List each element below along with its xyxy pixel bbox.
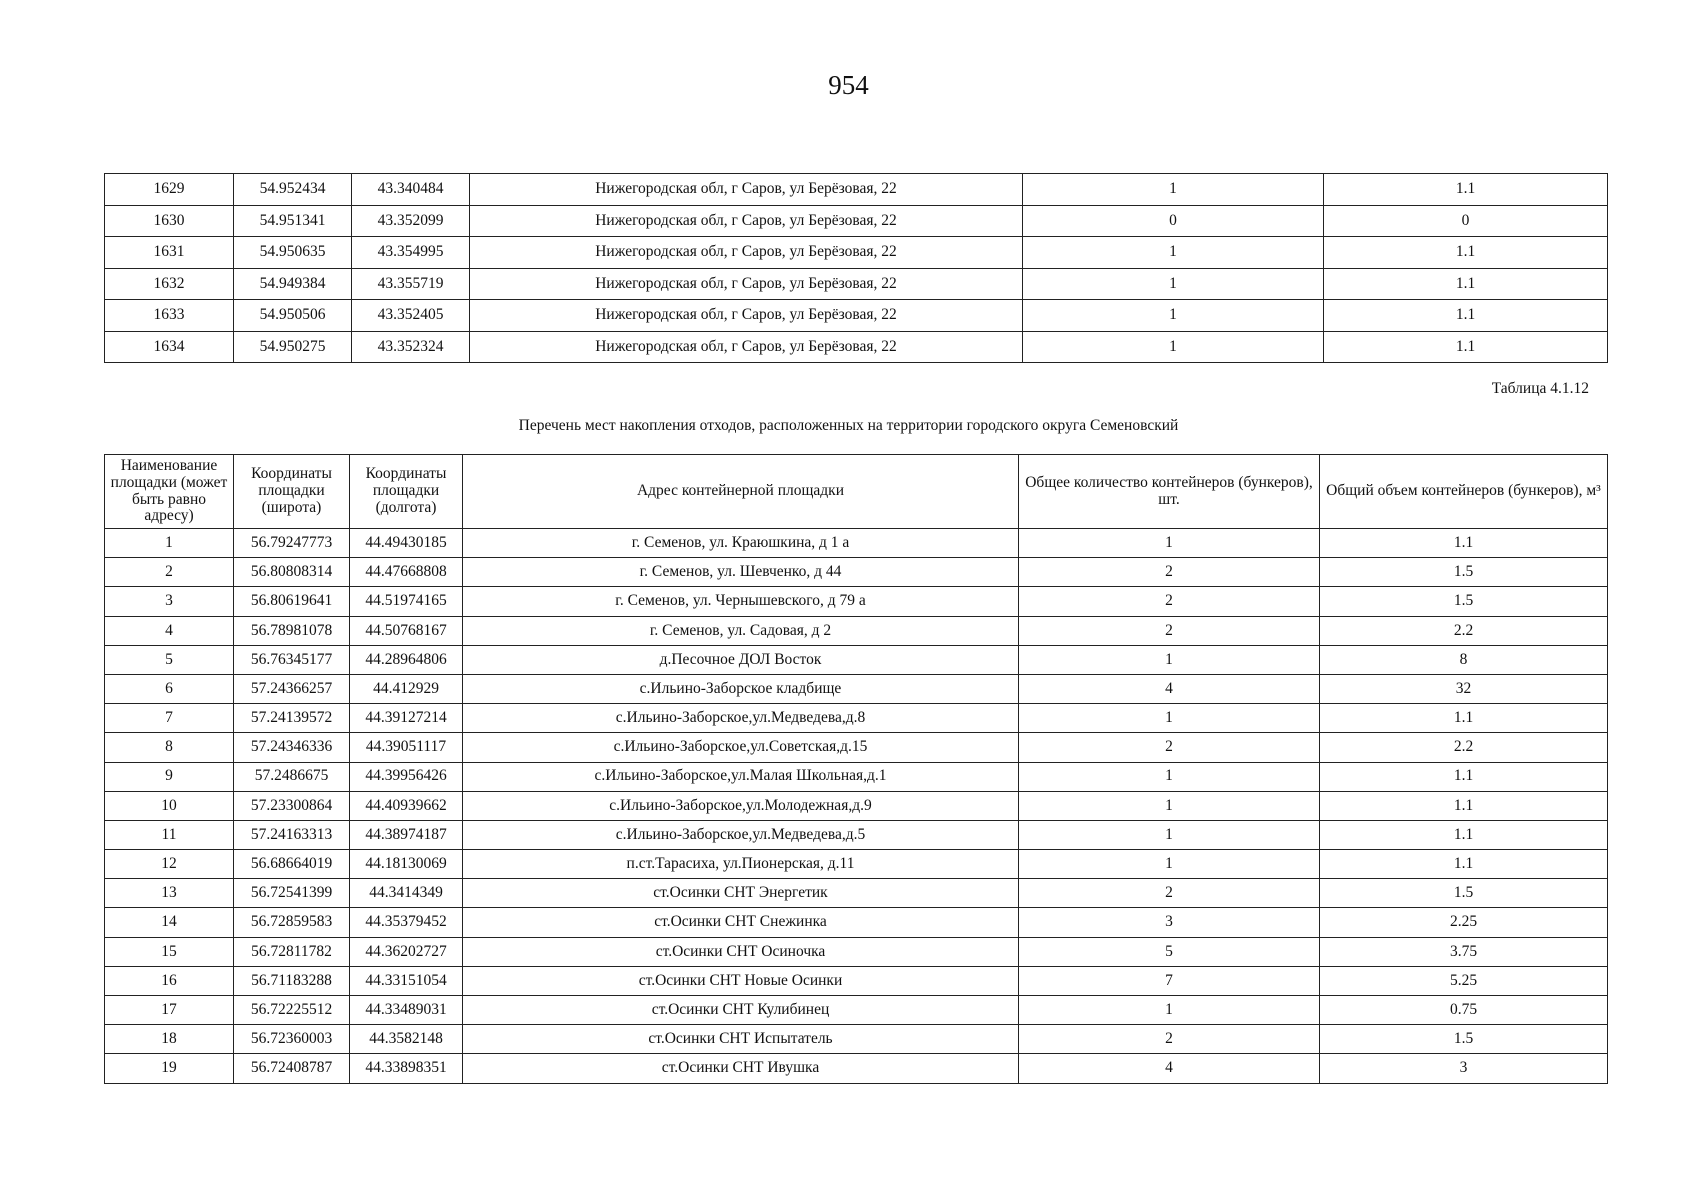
cell-count: 3	[1019, 908, 1320, 937]
header-container-volume: Общий объем контейнеров (бункеров), м³	[1320, 455, 1608, 529]
cell-longitude: 43.352324	[352, 331, 470, 363]
cell-latitude: 54.950506	[234, 300, 352, 332]
cell-latitude: 56.72541399	[234, 879, 350, 908]
cell-longitude: 44.38974187	[350, 820, 463, 849]
cell-latitude: 56.72225512	[234, 996, 350, 1025]
cell-volume: 1.1	[1320, 704, 1608, 733]
table-row	[105, 529, 1608, 558]
cell-volume: 0	[1324, 205, 1608, 237]
cell-id: 12	[105, 850, 234, 879]
cell-volume: 1.1	[1324, 331, 1608, 363]
cell-id: 3	[105, 587, 234, 616]
cell-count: 7	[1019, 966, 1320, 995]
cell-longitude: 44.33898351	[350, 1054, 463, 1083]
cell-volume: 1.1	[1324, 300, 1608, 332]
cell-id: 1	[105, 529, 234, 558]
table-row	[105, 616, 1608, 645]
cell-volume: 2.25	[1320, 908, 1608, 937]
cell-id: 11	[105, 820, 234, 849]
cell-id: 1629	[105, 174, 234, 206]
cell-longitude: 44.39051117	[350, 733, 463, 762]
cell-address: с.Ильино-Заборское,ул.Молодежная,д.9	[463, 791, 1019, 820]
cell-latitude: 57.24346336	[234, 733, 350, 762]
cell-id: 19	[105, 1054, 234, 1083]
cell-volume: 8	[1320, 645, 1608, 674]
header-latitude: Координаты площадки (широта)	[234, 455, 350, 529]
cell-count: 2	[1019, 733, 1320, 762]
header-container-count: Общее количество контейнеров (бункеров), шт.	[1019, 455, 1320, 529]
header-address: Адрес контейнерной площадки	[463, 455, 1019, 529]
table-row	[105, 996, 1608, 1025]
table-row	[105, 268, 1608, 300]
cell-longitude: 43.340484	[352, 174, 470, 206]
cell-address: г. Семенов, ул. Краюшкина, д 1 а	[463, 529, 1019, 558]
cell-id: 1631	[105, 237, 234, 269]
cell-id: 4	[105, 616, 234, 645]
cell-volume: 1.1	[1320, 791, 1608, 820]
cell-latitude: 56.72859583	[234, 908, 350, 937]
cell-latitude: 54.949384	[234, 268, 352, 300]
cell-count: 1	[1019, 645, 1320, 674]
cell-volume: 2.2	[1320, 616, 1608, 645]
cell-id: 16	[105, 966, 234, 995]
cell-count: 4	[1019, 1054, 1320, 1083]
cell-address: д.Песочное ДОЛ Восток	[463, 645, 1019, 674]
cell-address: ст.Осинки СНТ Энергетик	[463, 879, 1019, 908]
cell-volume: 1.1	[1324, 268, 1608, 300]
cell-address: ст.Осинки СНТ Ивушка	[463, 1054, 1019, 1083]
cell-volume: 1.5	[1320, 879, 1608, 908]
cell-longitude: 43.355719	[352, 268, 470, 300]
cell-count: 2	[1019, 558, 1320, 587]
cell-longitude: 44.40939662	[350, 791, 463, 820]
cell-volume: 32	[1320, 674, 1608, 703]
cell-address: г. Семенов, ул. Чернышевского, д 79 а	[463, 587, 1019, 616]
cell-address: Нижегородская обл, г Саров, ул Берёзовая, 22	[470, 237, 1023, 269]
cell-address: г. Семенов, ул. Шевченко, д 44	[463, 558, 1019, 587]
cell-address: Нижегородская обл, г Саров, ул Берёзовая, 22	[470, 205, 1023, 237]
cell-volume: 1.5	[1320, 587, 1608, 616]
cell-address: Нижегородская обл, г Саров, ул Берёзовая, 22	[470, 331, 1023, 363]
cell-count: 1	[1019, 762, 1320, 791]
cell-id: 5	[105, 645, 234, 674]
cell-count: 1	[1023, 268, 1324, 300]
cell-longitude: 44.36202727	[350, 937, 463, 966]
cell-address: с.Ильино-Заборское кладбище	[463, 674, 1019, 703]
cell-address: г. Семенов, ул. Садовая, д 2	[463, 616, 1019, 645]
table-number-label: Таблица 4.1.12	[1491, 380, 1589, 397]
cell-volume: 1.1	[1320, 820, 1608, 849]
cell-count: 1	[1023, 331, 1324, 363]
cell-volume: 1.1	[1320, 762, 1608, 791]
cell-longitude: 44.3582148	[350, 1025, 463, 1054]
cell-count: 1	[1023, 237, 1324, 269]
cell-latitude: 56.80808314	[234, 558, 350, 587]
cell-id: 2	[105, 558, 234, 587]
waste-sites-table-body	[105, 529, 1608, 1084]
cell-id: 15	[105, 937, 234, 966]
cell-address: с.Ильино-Заборское,ул.Медведева,д.5	[463, 820, 1019, 849]
cell-latitude: 54.952434	[234, 174, 352, 206]
cell-count: 1	[1023, 174, 1324, 206]
cell-address: п.ст.Тарасиха, ул.Пионерская, д.11	[463, 850, 1019, 879]
cell-id: 1634	[105, 331, 234, 363]
cell-address: ст.Осинки СНТ Снежинка	[463, 908, 1019, 937]
cell-longitude: 43.352099	[352, 205, 470, 237]
cell-longitude: 44.28964806	[350, 645, 463, 674]
table-row	[105, 791, 1608, 820]
cell-latitude: 56.78981078	[234, 616, 350, 645]
cell-address: Нижегородская обл, г Саров, ул Берёзовая, 22	[470, 268, 1023, 300]
cell-id: 10	[105, 791, 234, 820]
cell-latitude: 56.68664019	[234, 850, 350, 879]
cell-latitude: 57.24139572	[234, 704, 350, 733]
cell-volume: 1.1	[1324, 237, 1608, 269]
table-row	[105, 205, 1608, 237]
cell-latitude: 54.950275	[234, 331, 352, 363]
cell-longitude: 44.33151054	[350, 966, 463, 995]
table-row	[105, 704, 1608, 733]
cell-latitude: 56.76345177	[234, 645, 350, 674]
cell-longitude: 44.39956426	[350, 762, 463, 791]
table-row	[105, 300, 1608, 332]
table-row	[105, 908, 1608, 937]
table-row	[105, 733, 1608, 762]
cell-address: с.Ильино-Заборское,ул.Советская,д.15	[463, 733, 1019, 762]
cell-id: 6	[105, 674, 234, 703]
table-row	[105, 879, 1608, 908]
cell-latitude: 56.79247773	[234, 529, 350, 558]
cell-address: Нижегородская обл, г Саров, ул Берёзовая, 22	[470, 174, 1023, 206]
cell-volume: 5.25	[1320, 966, 1608, 995]
cell-longitude: 44.50768167	[350, 616, 463, 645]
cell-volume: 1.1	[1324, 174, 1608, 206]
cell-id: 1630	[105, 205, 234, 237]
table-row	[105, 937, 1608, 966]
cell-address: ст.Осинки СНТ Испытатель	[463, 1025, 1019, 1054]
cell-id: 7	[105, 704, 234, 733]
table-row	[105, 762, 1608, 791]
waste-sites-table	[104, 454, 1608, 1084]
cell-count: 0	[1023, 205, 1324, 237]
cell-longitude: 44.35379452	[350, 908, 463, 937]
cell-count: 1	[1019, 704, 1320, 733]
cell-count: 2	[1019, 616, 1320, 645]
cell-address: с.Ильино-Заборское,ул.Малая Школьная,д.1	[463, 762, 1019, 791]
cell-volume: 3	[1320, 1054, 1608, 1083]
cell-latitude: 54.950635	[234, 237, 352, 269]
cell-id: 1633	[105, 300, 234, 332]
cell-id: 8	[105, 733, 234, 762]
cell-longitude: 44.49430185	[350, 529, 463, 558]
table-row	[105, 174, 1608, 206]
cell-count: 1	[1019, 820, 1320, 849]
cell-longitude: 43.352405	[352, 300, 470, 332]
cell-count: 2	[1019, 879, 1320, 908]
cell-id: 1632	[105, 268, 234, 300]
previous-table-continuation	[104, 173, 1608, 363]
cell-latitude: 57.24163313	[234, 820, 350, 849]
cell-longitude: 44.18130069	[350, 850, 463, 879]
cell-address: ст.Осинки СНТ Новые Осинки	[463, 966, 1019, 995]
cell-volume: 1.1	[1320, 850, 1608, 879]
cell-id: 14	[105, 908, 234, 937]
cell-latitude: 57.2486675	[234, 762, 350, 791]
table-row	[105, 587, 1608, 616]
cell-latitude: 54.951341	[234, 205, 352, 237]
cell-volume: 0.75	[1320, 996, 1608, 1025]
cell-longitude: 44.47668808	[350, 558, 463, 587]
cell-volume: 1.1	[1320, 529, 1608, 558]
cell-count: 4	[1019, 674, 1320, 703]
cell-id: 18	[105, 1025, 234, 1054]
cell-latitude: 56.72811782	[234, 937, 350, 966]
table-row	[105, 1054, 1608, 1083]
table-row	[105, 331, 1608, 363]
cell-longitude: 44.33489031	[350, 996, 463, 1025]
cell-count: 2	[1019, 587, 1320, 616]
cell-volume: 1.5	[1320, 1025, 1608, 1054]
cell-longitude: 44.39127214	[350, 704, 463, 733]
table-row	[105, 237, 1608, 269]
cell-volume: 2.2	[1320, 733, 1608, 762]
cell-latitude: 56.71183288	[234, 966, 350, 995]
cell-longitude: 44.51974165	[350, 587, 463, 616]
header-row	[105, 455, 1608, 529]
cell-id: 17	[105, 996, 234, 1025]
cell-address: ст.Осинки СНТ Осиночка	[463, 937, 1019, 966]
cell-id: 13	[105, 879, 234, 908]
table-row	[105, 674, 1608, 703]
cell-longitude: 44.412929	[350, 674, 463, 703]
cell-address: ст.Осинки СНТ Кулибинец	[463, 996, 1019, 1025]
cell-count: 1	[1019, 791, 1320, 820]
table-title: Перечень мест накопления отходов, расположенных на территории городского округа Семеновский	[518, 417, 1179, 434]
cell-count: 2	[1019, 1025, 1320, 1054]
cell-count: 5	[1019, 937, 1320, 966]
cell-latitude: 56.72360003	[234, 1025, 350, 1054]
cell-count: 1	[1023, 300, 1324, 332]
table-row	[105, 1025, 1608, 1054]
cell-count: 1	[1019, 529, 1320, 558]
table-row	[105, 820, 1608, 849]
cell-volume: 3.75	[1320, 937, 1608, 966]
header-site-name: Наименование площадки (может быть равно адресу)	[105, 455, 234, 529]
cell-latitude: 57.23300864	[234, 791, 350, 820]
table-row	[105, 645, 1608, 674]
cell-latitude: 56.80619641	[234, 587, 350, 616]
cell-count: 1	[1019, 996, 1320, 1025]
cell-volume: 1.5	[1320, 558, 1608, 587]
previous-table-body	[105, 174, 1608, 363]
header-longitude: Координаты площадки (долгота)	[350, 455, 463, 529]
cell-latitude: 57.24366257	[234, 674, 350, 703]
cell-latitude: 56.72408787	[234, 1054, 350, 1083]
cell-address: с.Ильино-Заборское,ул.Медведева,д.8	[463, 704, 1019, 733]
cell-count: 1	[1019, 850, 1320, 879]
cell-longitude: 43.354995	[352, 237, 470, 269]
cell-longitude: 44.3414349	[350, 879, 463, 908]
table-row	[105, 558, 1608, 587]
table-row	[105, 850, 1608, 879]
cell-id: 9	[105, 762, 234, 791]
table-row	[105, 966, 1608, 995]
page-number: 954	[828, 70, 869, 100]
cell-address: Нижегородская обл, г Саров, ул Берёзовая, 22	[470, 300, 1023, 332]
